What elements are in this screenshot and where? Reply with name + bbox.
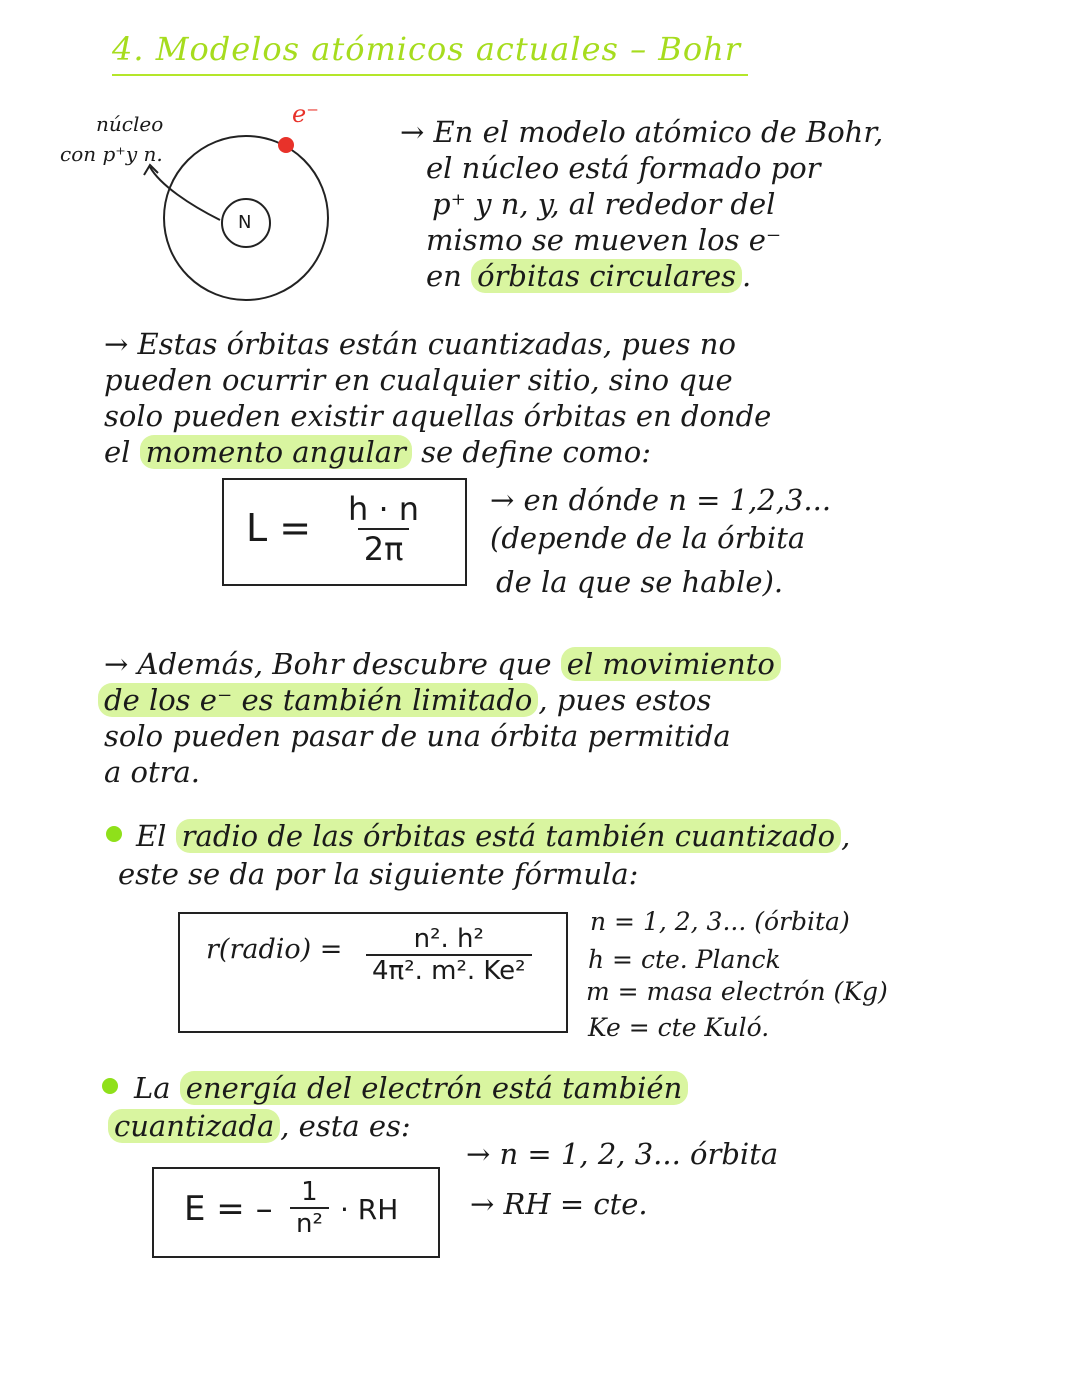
bullet-dot-radio xyxy=(106,826,122,842)
b2-line2-end: , esta es: xyxy=(280,1109,411,1143)
b2-line2 xyxy=(108,1108,411,1144)
formula-E-note2: → RH = cte. xyxy=(470,1187,648,1221)
electron-dot xyxy=(278,137,294,153)
p2-line4-end: se define como: xyxy=(421,435,651,469)
highlight-radio-cuantizado: radio de las órbitas está también cuantizado xyxy=(176,819,841,853)
b2-line1 xyxy=(134,1070,688,1106)
formula-L-den: 2π xyxy=(358,528,410,568)
formula-L-note2: (depende de la órbita xyxy=(490,521,806,555)
nucleus-arrow xyxy=(150,167,220,220)
formula-L-box xyxy=(222,478,467,586)
formula-L-note1: → en dónde n = 1,2,3... xyxy=(490,483,832,517)
p1-line5 xyxy=(426,258,751,294)
formula-L-note3: de la que se hable). xyxy=(496,565,784,599)
page-title: 4. Modelos atómicos actuales – Bohr xyxy=(112,30,741,68)
p3-line2 xyxy=(98,682,711,718)
formula-L-fraction xyxy=(342,490,425,568)
p1-line2: el núcleo está formado por xyxy=(426,151,821,185)
formula-E-note1: → n = 1, 2, 3... órbita xyxy=(466,1137,779,1171)
highlight-orbitas-circulares: órbitas circulares xyxy=(471,259,742,293)
highlight-de-los-e-limitado: de los e⁻ es también limitado xyxy=(98,683,538,717)
highlight-el-movimiento: el movimiento xyxy=(561,647,781,681)
formula-E-num: 1 xyxy=(301,1177,318,1207)
p1-line1: → En el modelo atómico de Bohr, xyxy=(400,115,884,149)
formula-r-lhs: r(radio) = xyxy=(206,934,343,965)
p1-line3: p⁺ y n, y, al rededor del xyxy=(432,187,776,221)
formula-E-fraction xyxy=(290,1177,329,1239)
p2-line4 xyxy=(104,434,651,470)
p3-line1-start: → Además, Bohr descubre que xyxy=(104,647,552,681)
formula-r-note1: n = 1, 2, 3... (órbita) xyxy=(590,907,850,936)
formula-r-note4: Ke = cte Kuló. xyxy=(588,1013,770,1042)
highlight-energia-electron: energía del electrón está también xyxy=(180,1071,688,1105)
b1-line2: este se da por la siguiente fórmula: xyxy=(118,857,639,891)
p3-line1 xyxy=(104,646,781,682)
formula-E-box xyxy=(152,1167,440,1258)
formula-L-num: h · n xyxy=(348,490,420,528)
p3-line3: solo pueden pasar de una órbita permitida xyxy=(104,719,731,753)
highlight-cuantizada: cuantizada xyxy=(108,1109,280,1143)
formula-E-lhs: E = – xyxy=(184,1189,273,1229)
formula-E-den: n² xyxy=(290,1207,329,1239)
p2-line4-start: el xyxy=(104,435,131,469)
electron-label: e⁻ xyxy=(292,100,319,128)
formula-r-fraction xyxy=(366,924,532,986)
p1-line5-start: en xyxy=(426,259,462,293)
formula-r-num: n². h² xyxy=(413,924,484,954)
b1-line1-end: , xyxy=(841,819,851,853)
p1-line5-end: . xyxy=(742,259,752,293)
p1-line4: mismo se mueven los e⁻ xyxy=(426,223,782,257)
p2-line2: pueden ocurrir en cualquier sitio, sino que xyxy=(104,363,733,397)
b1-line1 xyxy=(136,818,850,854)
formula-r-note3: m = masa electrón (Kg) xyxy=(586,977,888,1006)
title-underline xyxy=(112,74,748,76)
highlight-momento-angular: momento angular xyxy=(140,435,412,469)
nucleus-note-line2: con p⁺y n. xyxy=(60,142,163,166)
p3-line2-end: , pues estos xyxy=(538,683,712,717)
nucleus-label: N xyxy=(238,212,252,233)
p2-line3: solo pueden existir aquellas órbitas en donde xyxy=(104,399,772,433)
b1-line1-start: El xyxy=(136,819,167,853)
formula-r-den: 4π². m². Ke² xyxy=(366,954,532,986)
b2-line1-start: La xyxy=(134,1071,171,1105)
formula-r-box xyxy=(178,912,568,1033)
formula-E-rhs: · RH xyxy=(340,1193,399,1226)
nucleus-note-line1: núcleo xyxy=(96,112,164,136)
bullet-dot-energia xyxy=(102,1078,118,1094)
formula-L-lhs: L = xyxy=(246,506,312,550)
p2-line1: → Estas órbitas están cuantizadas, pues no xyxy=(104,327,736,361)
formula-r-note2: h = cte. Planck xyxy=(588,945,781,974)
p3-line4: a otra. xyxy=(104,755,200,789)
